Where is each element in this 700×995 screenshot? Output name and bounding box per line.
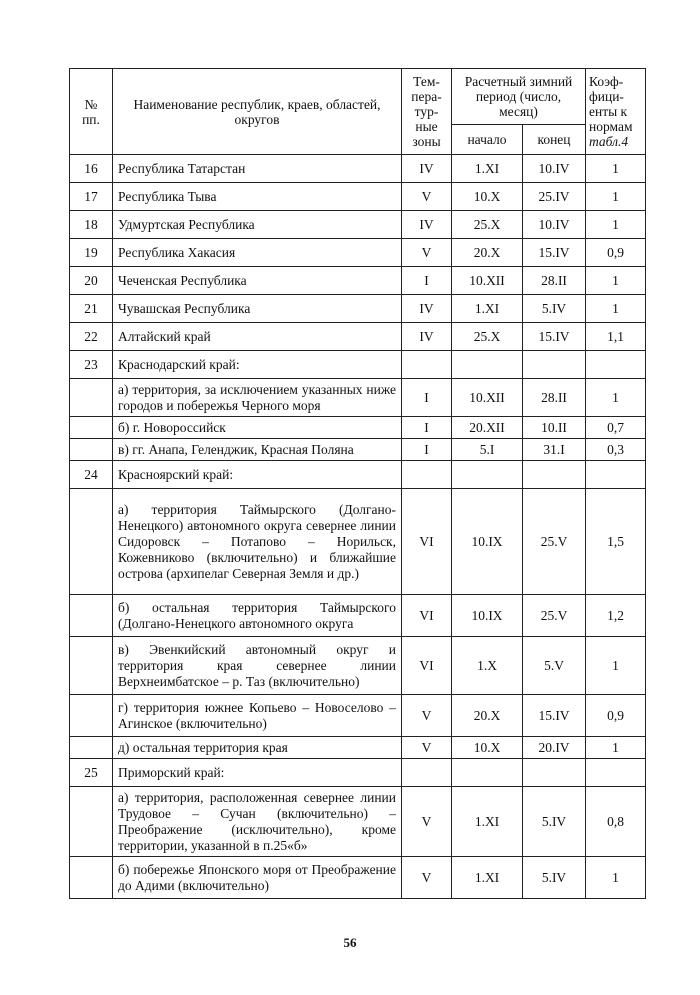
row-region-name: Республика Хакасия [113, 239, 402, 267]
row-coefficient: 1 [586, 211, 646, 239]
header-zones: Тем- пера- тур- ные зоны [402, 69, 452, 155]
row-period-end: 5.IV [523, 787, 586, 857]
row-number: 24 [70, 461, 113, 489]
row-temperature-zone [402, 461, 452, 489]
row-coefficient: 1 [586, 183, 646, 211]
row-region-name: а) территория, расположенная севернее линии Трудовое – Сучан (включительно) – Преображение (исключительно), кроме территории, указанной в п.25«б» [113, 787, 402, 857]
row-temperature-zone: V [402, 695, 452, 737]
row-period-end [523, 351, 586, 379]
row-coefficient [586, 759, 646, 787]
row-period-end: 15.IV [523, 695, 586, 737]
row-period-start: 20.X [452, 695, 523, 737]
table-row [70, 439, 646, 461]
row-period-start: 1.XI [452, 155, 523, 183]
row-temperature-zone [402, 351, 452, 379]
row-number [70, 595, 113, 637]
row-period-start: 20.XII [452, 417, 523, 439]
table-row [70, 351, 646, 379]
row-number [70, 417, 113, 439]
row-number: 23 [70, 351, 113, 379]
table-row [70, 379, 646, 417]
climate-zones-table [69, 68, 646, 899]
row-region-name: Республика Тыва [113, 183, 402, 211]
row-number [70, 439, 113, 461]
table-row [70, 737, 646, 759]
row-period-end: 25.IV [523, 183, 586, 211]
header-name: Наименование республик, краев, областей, округов [113, 69, 402, 155]
row-coefficient: 1,5 [586, 489, 646, 595]
page-number: 56 [343, 935, 357, 950]
row-region-name: в) Эвенкийский автономный округ и территория края севернее линии Верхнеимбатское – р. Таз (включительно) [113, 637, 402, 695]
row-region-name: Чувашская Республика [113, 295, 402, 323]
row-number: 20 [70, 267, 113, 295]
table-row [70, 637, 646, 695]
row-temperature-zone: IV [402, 323, 452, 351]
row-number [70, 489, 113, 595]
row-period-end: 10.IV [523, 155, 586, 183]
header-coef [586, 69, 646, 155]
table-row [70, 239, 646, 267]
row-period-end [523, 759, 586, 787]
row-temperature-zone: I [402, 267, 452, 295]
row-period-end: 10.II [523, 417, 586, 439]
row-coefficient: 1 [586, 379, 646, 417]
row-period-end: 5.V [523, 637, 586, 695]
header-coef-ref: табл.4 [589, 134, 629, 149]
row-coefficient: 0,9 [586, 239, 646, 267]
row-region-name: Алтайский край [113, 323, 402, 351]
row-number: 25 [70, 759, 113, 787]
row-region-name: д) остальная территория края [113, 737, 402, 759]
row-period-end: 20.IV [523, 737, 586, 759]
row-coefficient: 1 [586, 737, 646, 759]
row-temperature-zone: IV [402, 295, 452, 323]
header-period: Расчетный зимний период (число, месяц) [452, 69, 586, 125]
row-number [70, 857, 113, 899]
row-temperature-zone: VI [402, 637, 452, 695]
table-body [70, 155, 646, 899]
row-coefficient: 1,1 [586, 323, 646, 351]
row-period-end: 31.I [523, 439, 586, 461]
row-coefficient: 1 [586, 637, 646, 695]
row-period-end: 28.II [523, 267, 586, 295]
header-end: конец [523, 125, 586, 155]
row-temperature-zone: I [402, 417, 452, 439]
row-temperature-zone: I [402, 439, 452, 461]
row-period-start: 1.XI [452, 787, 523, 857]
table-row [70, 787, 646, 857]
row-period-start: 10.IX [452, 489, 523, 595]
row-temperature-zone: I [402, 379, 452, 417]
row-region-name: Удмуртская Республика [113, 211, 402, 239]
table-row [70, 417, 646, 439]
row-region-name: б) г. Новороссийск [113, 417, 402, 439]
row-number: 17 [70, 183, 113, 211]
row-region-name: Красноярский край: [113, 461, 402, 489]
table-row [70, 211, 646, 239]
row-number: 22 [70, 323, 113, 351]
row-period-start: 1.XI [452, 295, 523, 323]
row-period-start: 1.X [452, 637, 523, 695]
row-coefficient: 1 [586, 857, 646, 899]
row-number: 21 [70, 295, 113, 323]
row-region-name: а) территория Таймырского (Долгано-Ненецкого) автономного округа севернее линии Сидоровск – Потапово – Норильск, Кожевниково (включительно) и ближайшие острова (архипелаг Северная Земля и др.) [113, 489, 402, 595]
row-region-name: Республика Татарстан [113, 155, 402, 183]
row-temperature-zone: IV [402, 211, 452, 239]
row-temperature-zone: V [402, 239, 452, 267]
row-temperature-zone: V [402, 183, 452, 211]
table-row [70, 295, 646, 323]
row-region-name: а) территория, за исключением указанных ниже городов и побережья Черного моря [113, 379, 402, 417]
row-region-name: б) побережье Японского моря от Преображение до Адими (включительно) [113, 857, 402, 899]
row-temperature-zone: V [402, 737, 452, 759]
row-period-start: 10.XII [452, 267, 523, 295]
table-row [70, 461, 646, 489]
table-row [70, 489, 646, 595]
row-number: 19 [70, 239, 113, 267]
table-row [70, 759, 646, 787]
row-region-name: Чеченская Республика [113, 267, 402, 295]
row-period-end: 5.IV [523, 857, 586, 899]
row-coefficient [586, 351, 646, 379]
row-coefficient: 1 [586, 155, 646, 183]
row-region-name: б) остальная территория Таймырского (Долгано-Ненецкого автономного округа [113, 595, 402, 637]
table-row [70, 183, 646, 211]
row-coefficient: 0,8 [586, 787, 646, 857]
row-coefficient [586, 461, 646, 489]
row-period-start: 5.I [452, 439, 523, 461]
table-row [70, 695, 646, 737]
row-temperature-zone: VI [402, 595, 452, 637]
table-row [70, 595, 646, 637]
row-number: 16 [70, 155, 113, 183]
row-period-start: 10.X [452, 737, 523, 759]
row-temperature-zone [402, 759, 452, 787]
header-num: № пп. [70, 69, 113, 155]
row-coefficient: 1 [586, 267, 646, 295]
row-period-start [452, 461, 523, 489]
row-period-end: 15.IV [523, 323, 586, 351]
row-period-start: 25.X [452, 323, 523, 351]
row-number [70, 637, 113, 695]
header-coef-label: Коэф- фици- енты к нормам [589, 74, 633, 134]
row-coefficient: 0,3 [586, 439, 646, 461]
row-period-end: 28.II [523, 379, 586, 417]
row-coefficient: 1 [586, 295, 646, 323]
row-number [70, 379, 113, 417]
row-temperature-zone: V [402, 857, 452, 899]
row-region-name: Приморский край: [113, 759, 402, 787]
row-region-name: в) гг. Анапа, Геленджик, Красная Поляна [113, 439, 402, 461]
row-period-end: 15.IV [523, 239, 586, 267]
row-period-end: 25.V [523, 489, 586, 595]
row-region-name: г) территория южнее Копьево – Новоселово – Агинское (включительно) [113, 695, 402, 737]
table-row [70, 323, 646, 351]
row-region-name: Краснодарский край: [113, 351, 402, 379]
row-period-end: 10.IV [523, 211, 586, 239]
row-period-start [452, 351, 523, 379]
row-temperature-zone: IV [402, 155, 452, 183]
row-period-end: 5.IV [523, 295, 586, 323]
row-period-start: 1.XI [452, 857, 523, 899]
row-number [70, 695, 113, 737]
header-start: начало [452, 125, 523, 155]
row-period-end: 25.V [523, 595, 586, 637]
row-coefficient: 1,2 [586, 595, 646, 637]
row-period-end [523, 461, 586, 489]
row-temperature-zone: V [402, 787, 452, 857]
row-temperature-zone: VI [402, 489, 452, 595]
row-period-start [452, 759, 523, 787]
row-number [70, 787, 113, 857]
row-coefficient: 0,7 [586, 417, 646, 439]
row-number [70, 737, 113, 759]
row-coefficient: 0,9 [586, 695, 646, 737]
table-row [70, 267, 646, 295]
row-period-start: 10.X [452, 183, 523, 211]
table-row [70, 155, 646, 183]
table-row [70, 857, 646, 899]
row-period-start: 25.X [452, 211, 523, 239]
row-period-start: 10.XII [452, 379, 523, 417]
row-period-start: 10.IX [452, 595, 523, 637]
row-period-start: 20.X [452, 239, 523, 267]
row-number: 18 [70, 211, 113, 239]
